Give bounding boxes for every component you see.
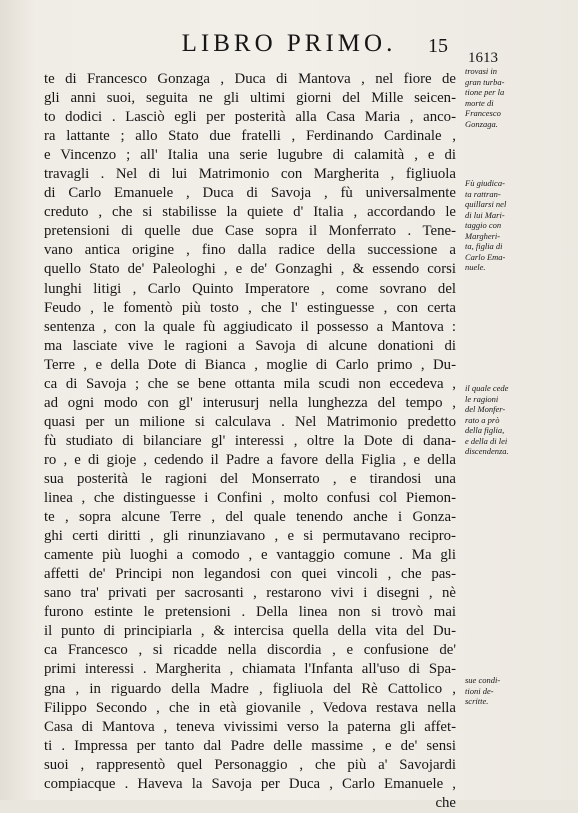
text-line: quasi per un milione si calculava . Nel Matrimonio predetto [44,413,456,430]
marginal-note-line: sue condi- [465,675,501,685]
text-line: sano tra' privati per sacrosanti , restarono vivi i disegni , nè [44,585,456,602]
marginal-note-line: Fù giudica- [465,178,505,188]
marginal-note [465,675,565,707]
text-line: Feudo , le fomentò più tosto , che l' estinguesse , con certa [44,299,456,316]
marginal-note-line: ta, figlia di [465,241,503,251]
text-line: ca di Savoja ; che se bene ottanta mila scudi non eccedeva , [44,375,456,392]
text-line: e Vincenzo ; all' Italia una serie lugubre di calamità , e di [44,147,456,164]
text-line: travagli . Nel di lui Matrimonio con Margherita , figliuola [44,166,456,183]
text-line: ma lasciate vive le ragioni a Savoja di alcune donationi di [44,337,456,354]
marginal-note [465,383,565,457]
marginal-note-line: tione per la [465,87,505,97]
text-line: quello Stato de' Paleologhi , e de' Gonzaghi , & essendo corsi [44,261,456,278]
text-line: te , sopra alcune Terre , del quale tenendo anche i Gonza- [44,509,456,526]
page-number: 15 [428,35,448,57]
text-line: furono estinte le pretensioni . Della linea non si trovò mai [44,604,456,621]
marginal-note-line: della figlia, [465,425,505,435]
marginal-note-line: e della di lei [465,435,508,446]
marginal-note-line: Gonzaga. [465,118,498,129]
text-line: primi interessi . Margherita , chiamata l'Infanta all'uso di Spa- [44,661,456,678]
marginal-note-line: il quale cede [465,383,509,393]
marginal-note-line: le ragioni [465,393,499,404]
text-line: ca Francesco , si ricadde nella discordia , e confusione de' [44,642,456,659]
text-line: gli anni suoi, seguita ne gli ultimi giorni del Mille seicen- [44,90,456,107]
text-line: to dodici . Lasciò egli per posterità alla Casa Maria , anco- [44,109,456,126]
text-line: affetti de' Principi non legandosi con quei vincoli , che pas- [44,566,456,583]
marginal-note-line: rato a prò [465,414,500,425]
text-line: fù studiato di bilanciare gl' interessi , oltre la Dote di dana- [44,432,456,449]
text-line: creduto , che si stabilisse la quiete d' Italia , accordando le [44,204,456,221]
text-line: vano antica origine , fino dalla radice della successione a [44,242,456,259]
text-line: sua posterità le ragioni del Monserrato , e tirandosi una [44,470,456,487]
text-line: sentenza , con la quale fù aggiudicato il possesso a Mantova : [44,318,456,335]
marginal-note-line: tioni de- [465,685,494,696]
marginal-note-line: scritte. [465,696,489,706]
text-line: gna , in riguardo della Madre , figliuola del Rè Cattolico , [44,680,456,697]
text-line: ghi certi diritti , gli rinunziavano , e si permutavano recipro- [44,528,456,545]
text-line: ra lattante ; allo Stato due fratelli , Ferdinando Cardinale , [44,128,456,145]
marginal-note [465,66,565,129]
text-line: suoi , rappresentò quel Personaggio , che più a' Savojardi [44,756,456,773]
text-line: Casa di Mantova , teneva vivissimi verso la paterna gli affet- [44,718,456,735]
marginal-note-line: Carlo Ema- [465,251,506,262]
margin-year: 1613 [468,50,498,66]
marginal-note-line: Margheri- [465,230,501,241]
marginal-note-line: gran turba- [465,76,505,87]
marginal-note-line: del Monfer- [465,404,506,414]
body-text [44,70,456,813]
marginal-note-line: trovasi in [465,66,498,76]
text-line: il punto di principiarla , & intercisa quella della vita del Du- [44,623,456,640]
text-line: ad ogni modo con gl' interusurj nella lunghezza del tempo , [44,394,456,411]
marginal-note-line: Francesco [465,108,501,118]
text-line: lunghi litigi , Carlo Quinto Imperatore , come sovrano del [44,280,456,297]
text-line: che [435,794,456,811]
text-line: te di Francesco Gonzaga , Duca di Mantova , nel fiore de [44,71,456,87]
marginal-note [465,178,565,273]
text-line: compiacque . Haveva la Savoja per Duca , Carlo Emanuele , [44,775,456,792]
running-head: LIBRO PRIMO. [181,30,397,57]
marginal-note-line: nuele. [465,262,486,272]
text-line: ro , e di gioje , cedendo il Padre a favore della Figlia , e della [44,451,456,468]
text-line: Terre , e della Dote di Bianca , moglie di Carlo primo , Du- [44,356,456,373]
marginal-note-line: quillarsi nel [465,199,507,209]
text-line: pretensioni di quelle due Case sopra il Monferrato . Tene- [44,223,456,240]
marginal-note-line: taggio con [465,220,502,230]
marginal-note-line: di lui Mari- [465,209,505,220]
text-line: linea , che distinguesse i Confini , molto confusi col Piemon- [44,490,456,507]
marginal-note-line: ta rattran- [465,188,501,199]
text-line: camente più luoghi a comodo , e vantaggio comune . Ma gli [44,547,456,564]
marginal-note-line: discendenza. [465,446,509,456]
text-line: di Carlo Emanuele , Duca di Savoja , fù universalmente [44,185,456,202]
text-line: ti . Impressa per tanto dal Padre delle massime , e de' sensi [44,737,456,754]
marginal-note-line: morte di [465,97,494,108]
text-line: Filippo Secondo , che in età giovanile , Vedova restava nella [44,699,456,716]
